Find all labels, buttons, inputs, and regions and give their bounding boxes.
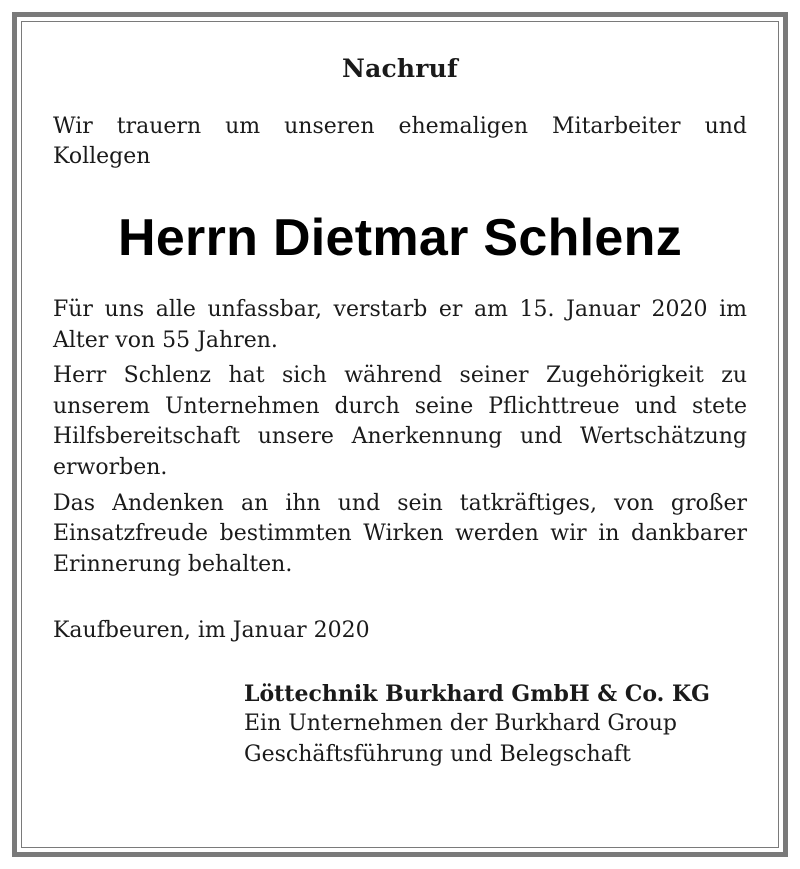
intro-text: Wir trauern um unseren ehemaligen Mitarbeiter und Kollegen: [53, 113, 747, 170]
paragraph-tribute: Herr Schlenz hat sich während seiner Zugehörigkeit zu unserem Unternehmen durch seine Pflichttreue und stete Hilfsbereitschaft unsere Anerkennung und Wertschätzung erworben.: [53, 363, 747, 480]
obituary-border: [12, 12, 788, 857]
paragraph-death-date: Für uns alle unfassbar, verstarb er am 15. Januar 2020 im Alter von 55 Jahren.: [53, 297, 747, 353]
signature-block: [244, 679, 747, 771]
notice-heading: Nachruf: [342, 54, 458, 83]
company-group: Ein Unternehmen der Burkhard Group: [244, 711, 678, 737]
place-and-date: Kaufbeuren, im Januar 2020: [53, 618, 370, 644]
obituary-content: [53, 53, 747, 771]
paragraph-remembrance: Das Andenken an ihn und sein tatkräftiges, von großer Einsatzfreude bestimmten Wirken werden wir in dankbarer Erinnerung behalten.: [53, 490, 747, 577]
signatories: Geschäftsführung und Belegschaft: [244, 741, 631, 767]
deceased-name: Herrn Dietmar Schlenz: [117, 208, 683, 267]
company-name: Löttechnik Burkhard GmbH & Co. KG: [244, 680, 710, 707]
